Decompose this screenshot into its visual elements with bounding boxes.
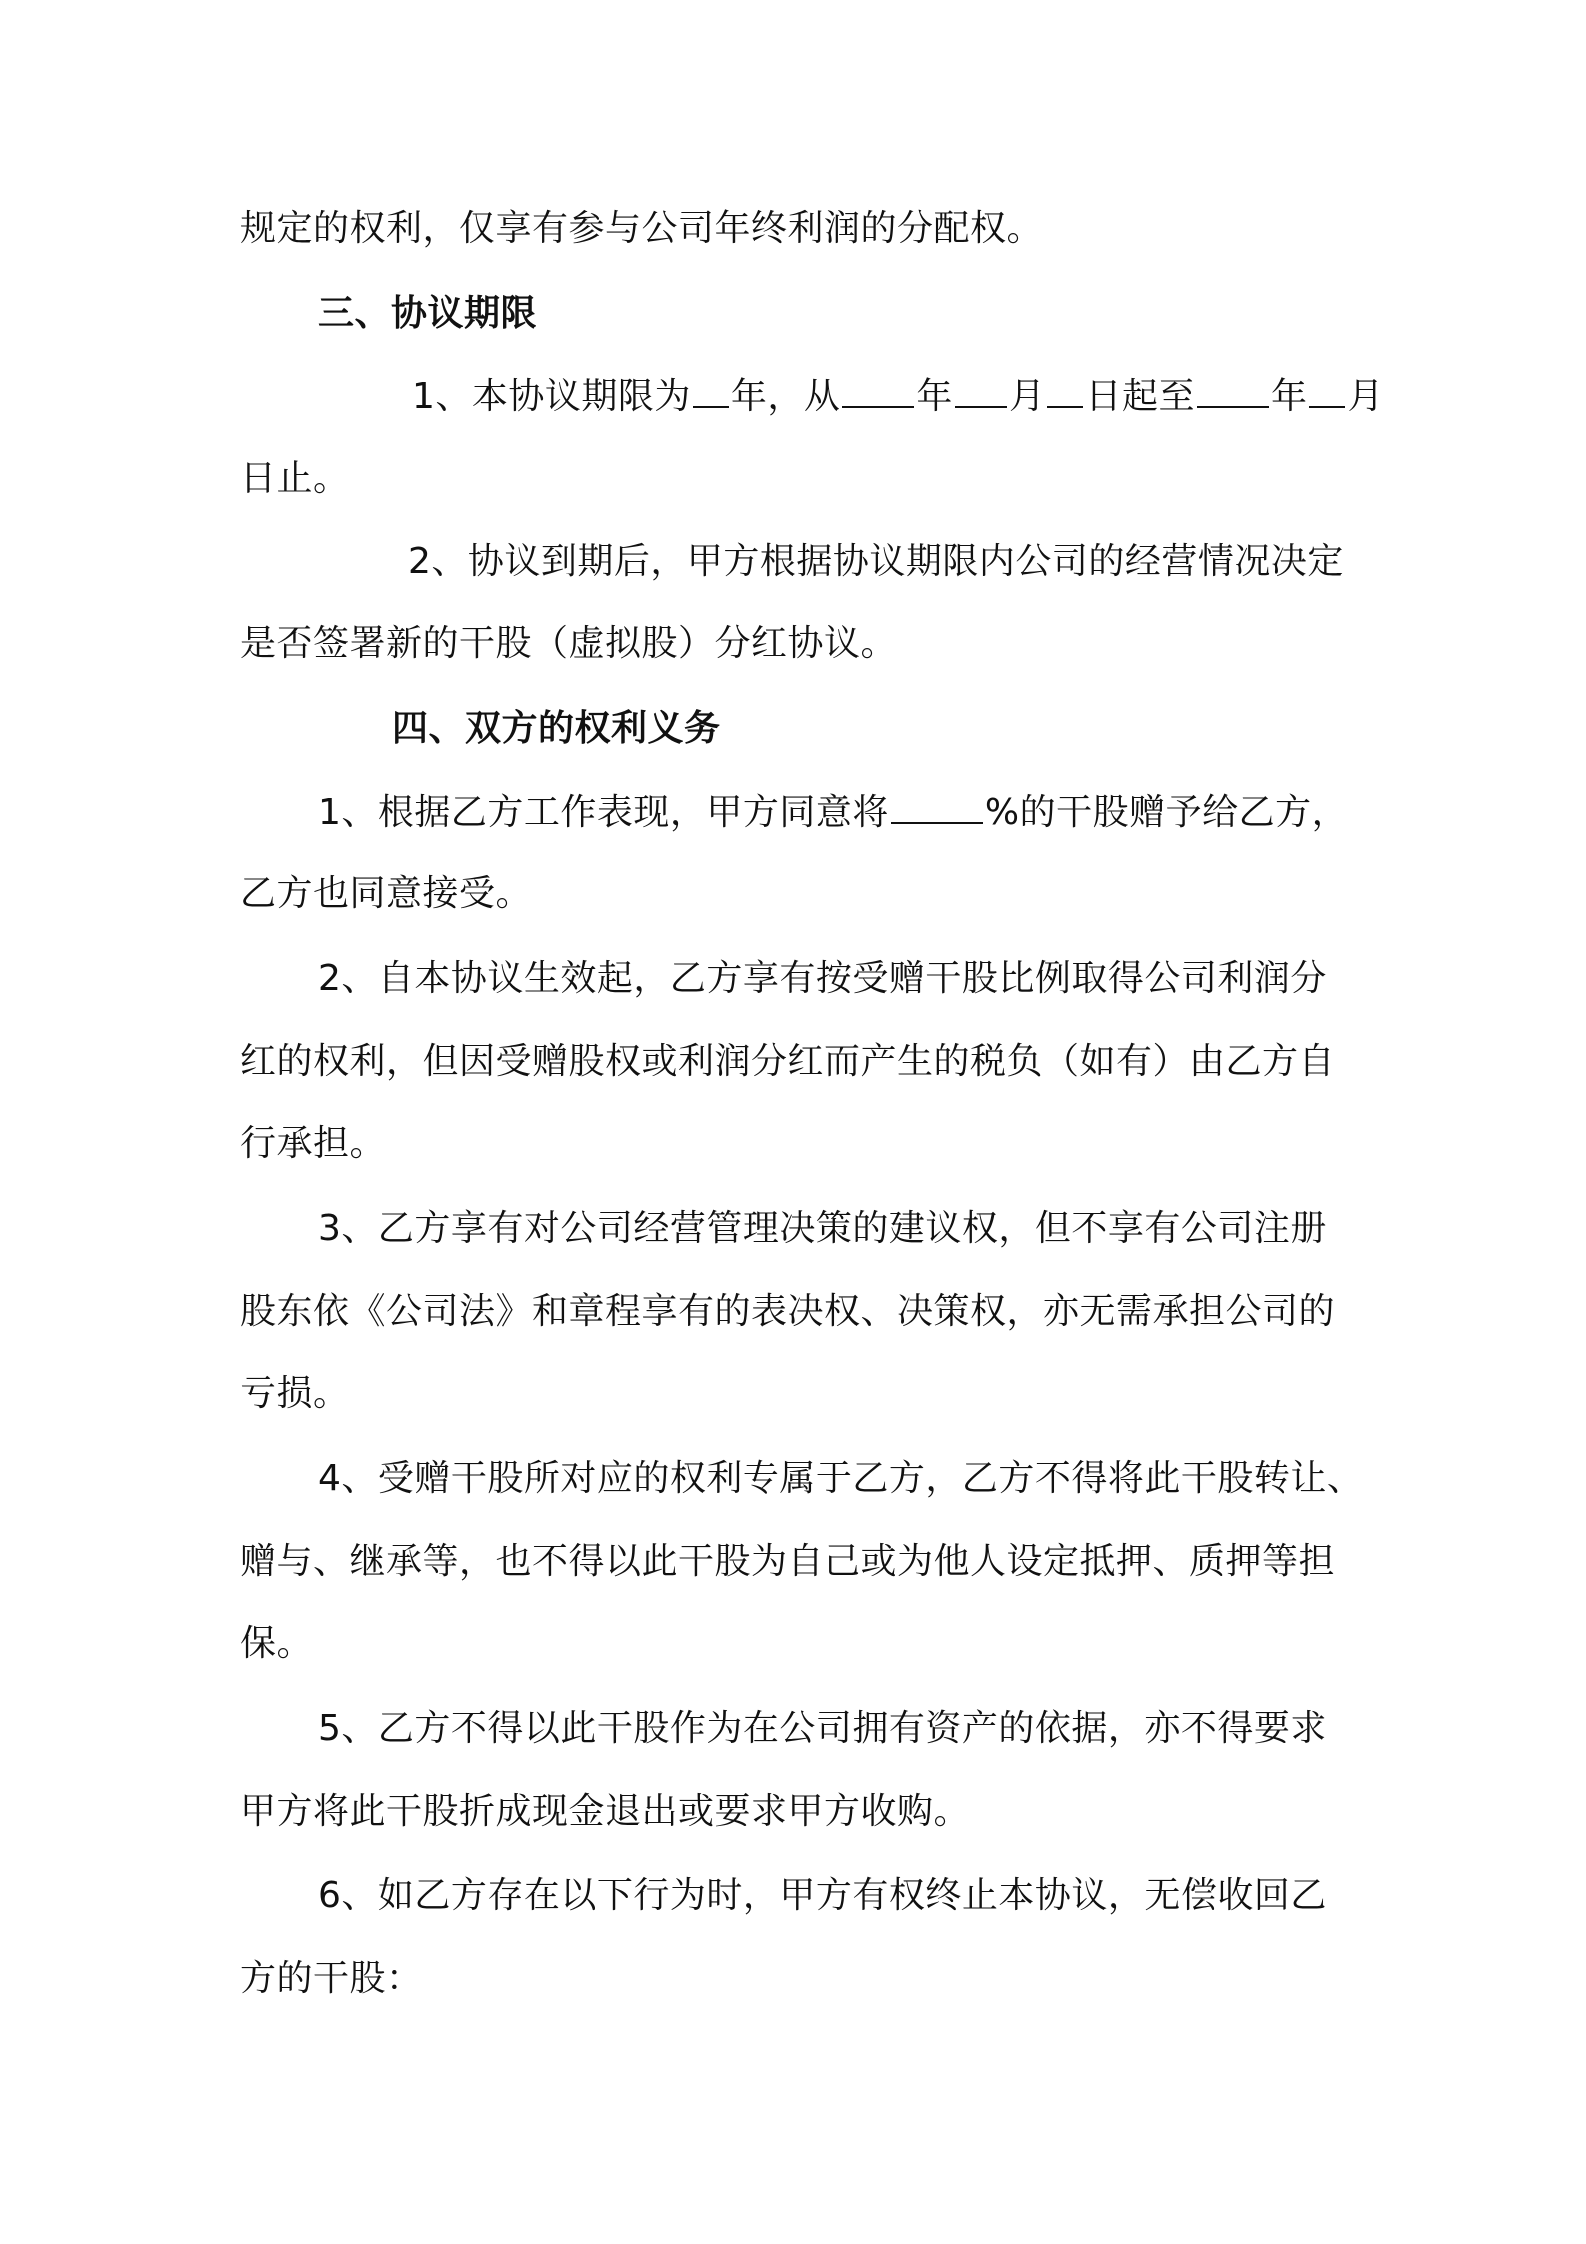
paragraph-line: 红的权利，但因受赠股权或利润分红而产生的税负（如有）由乙方自 — [240, 1041, 1336, 1082]
paragraph-line: 保。 — [240, 1623, 314, 1664]
paragraph-line: 5、乙方不得以此干股作为在公司拥有资产的依据，亦不得要求 — [318, 1708, 1327, 1749]
blank-end-year — [1197, 372, 1269, 408]
paragraph-line: 6、如乙方存在以下行为时，甲方有权终止本协议，无偿收回乙 — [318, 1875, 1327, 1916]
blank-years — [693, 372, 729, 408]
paragraph-line: 乙方也同意接受。 — [240, 873, 533, 914]
term-clause-text: 年 — [916, 376, 953, 417]
blank-start-day — [1047, 372, 1083, 408]
blank-end-month — [1309, 372, 1345, 408]
paragraph-line: 赠与、继承等，也不得以此干股为自己或为他人设定抵押、质押等担 — [240, 1541, 1336, 1582]
blank-start-year — [842, 372, 914, 408]
paragraph-line: 日止。 — [240, 458, 350, 499]
paragraph-line: 是否签署新的干股（虚拟股）分红协议。 — [240, 623, 898, 664]
section-heading-term: 三、协议期限 — [318, 293, 538, 334]
paragraph-line: 股东依《公司法》和章程享有的表决权、决策权，亦无需承担公司的 — [240, 1291, 1336, 1332]
paragraph-line: 行承担。 — [240, 1123, 387, 1164]
share-clause-text: 1、根据乙方工作表现，甲方同意将 — [318, 792, 889, 833]
term-clause-text: 年 — [1270, 376, 1308, 417]
paragraph-line: 2、自本协议生效起，乙方享有按受赠干股比例取得公司利润分 — [318, 958, 1327, 999]
paragraph-line: 4、受赠干股所对应的权利专属于乙方，乙方不得将此干股转让、 — [318, 1458, 1364, 1499]
term-clause-line — [412, 372, 1384, 421]
term-clause-text: 1、本协议期限为 — [412, 376, 691, 417]
paragraph-line: 方的干股： — [240, 1958, 423, 1999]
paragraph-line: 3、乙方享有对公司经营管理决策的建议权，但不享有公司注册 — [318, 1208, 1327, 1249]
term-clause-text: 月 — [1347, 376, 1384, 417]
paragraph-line: 甲方将此干股折成现金退出或要求甲方收购。 — [240, 1791, 971, 1832]
section-heading-rights: 四、双方的权利义务 — [392, 708, 721, 749]
paragraph-line: 规定的权利，仅享有参与公司年终利润的分配权。 — [240, 208, 1044, 249]
paragraph-line: 亏损。 — [240, 1373, 350, 1414]
term-clause-text: 日起至 — [1085, 376, 1195, 417]
term-clause-text: 年，从 — [730, 376, 841, 417]
blank-percent — [891, 788, 983, 824]
blank-start-month — [955, 372, 1007, 408]
paragraph-line: 2、协议到期后，甲方根据协议期限内公司的经营情况决定 — [408, 541, 1344, 582]
share-clause-text: %的干股赠予给乙方， — [984, 792, 1349, 833]
term-clause-text: 月 — [1008, 376, 1046, 417]
share-clause-line — [318, 788, 1348, 837]
